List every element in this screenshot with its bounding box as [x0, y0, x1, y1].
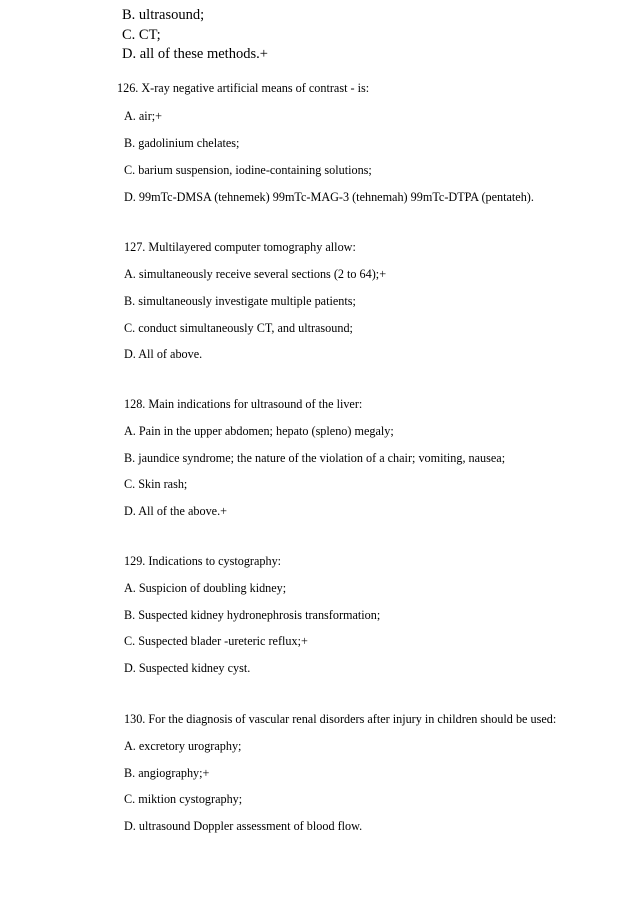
question-130-option-d: D. ultrasound Doppler assessment of blood flow.: [124, 819, 363, 833]
question-130-option-b: B. angiography;+: [124, 766, 210, 780]
carryover-option-d: D. all of these methods.+: [122, 46, 268, 62]
question-126-stem: 126. X-ray negative artificial means of contrast - is:: [117, 81, 370, 95]
question-127-option-d: D. All of above.: [124, 347, 203, 361]
question-126-option-b: B. gadolinium chelates;: [124, 136, 240, 150]
question-130-option-c: C. miktion cystography;: [124, 792, 243, 806]
question-127-option-b: B. simultaneously investigate multiple patients;: [124, 294, 356, 308]
question-128-stem: 128. Main indications for ultrasound of the liver:: [124, 397, 363, 411]
question-128-option-c: C. Skin rash;: [124, 477, 188, 491]
question-128-option-a: A. Pain in the upper abdomen; hepato (spleno) megaly;: [124, 424, 394, 438]
question-129-option-b: B. Suspected kidney hydronephrosis transformation;: [124, 608, 381, 622]
question-130-stem: 130. For the diagnosis of vascular renal disorders after injury in children should be used:: [124, 712, 557, 726]
question-127-stem: 127. Multilayered computer tomography allow:: [124, 240, 356, 254]
question-129-option-d: D. Suspected kidney cyst.: [124, 661, 251, 675]
question-129-option-c: C. Suspected blader -ureteric reflux;+: [124, 634, 308, 648]
question-128-option-b: B. jaundice syndrome; the nature of the violation of a chair; vomiting, nausea;: [124, 451, 506, 465]
question-129-option-a: A. Suspicion of doubling kidney;: [124, 581, 287, 595]
question-127-option-c: C. conduct simultaneously CT, and ultrasound;: [124, 321, 353, 335]
question-126-option-c: C. barium suspension, iodine-containing solutions;: [124, 163, 372, 177]
question-130-option-a: A. excretory urography;: [124, 739, 242, 753]
question-128-option-d: D. All of the above.+: [124, 504, 227, 518]
question-126-option-a: A. air;+: [124, 109, 163, 123]
question-127-option-a: A. simultaneously receive several sections (2 to 64);+: [124, 267, 387, 281]
question-126-option-d: D. 99mTc-DMSA (tehnemek) 99mTc-MAG-3 (tehnemah) 99mTc-DTPA (pentateh).: [124, 190, 534, 204]
question-129-stem: 129. Indications to cystography:: [124, 554, 282, 568]
carryover-option-b: B. ultrasound;: [122, 7, 205, 23]
carryover-option-c: C. CT;: [122, 27, 161, 43]
